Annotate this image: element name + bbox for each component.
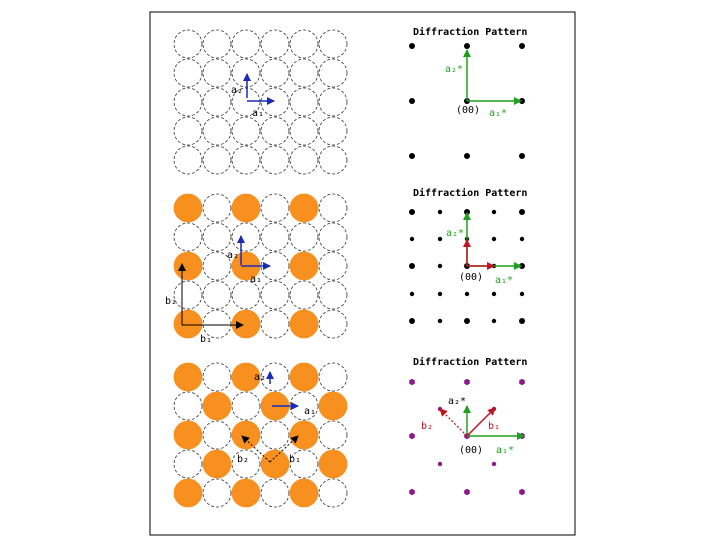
adsorbate-atom [232,310,260,338]
label-a2-star: a₂* [445,64,464,75]
half-order-spot [410,237,414,241]
diffraction-spot [464,43,470,49]
adsorbate-atom [290,194,318,222]
substrate-atom [203,281,231,309]
diffraction-spot [519,43,525,49]
diffraction-spot [409,153,415,159]
label-b1: b₁ [289,454,302,465]
label-b2: b₂ [165,296,178,307]
substrate-atom [203,146,231,174]
reciprocal-vectors-panel-2 [446,213,521,286]
substrate-atom [261,30,289,58]
substrate-atom [232,392,260,420]
diffraction-spot [519,209,525,215]
substrate-atom [203,223,231,251]
adsorbate-atom [319,450,347,478]
adsorbate-atom [174,363,202,391]
diffraction-title-1: Diffraction Pattern [413,27,528,38]
diffraction-spot [409,379,415,385]
substrate-atom [261,281,289,309]
substrate-atom [203,59,231,87]
diffraction-spot [519,318,525,324]
substrate-atom [319,30,347,58]
half-order-spot [410,292,414,296]
substrate-atom [319,146,347,174]
adsorbate-atom [290,479,318,507]
substrate-atom [174,223,202,251]
diffraction-spot [409,318,415,324]
diffraction-spot [409,433,415,439]
half-order-spot [492,237,496,241]
half-order-spot [520,237,524,241]
substrate-atom [319,281,347,309]
adsorbate-atom [261,450,289,478]
substrate-atom [203,117,231,145]
substrate-atom [261,59,289,87]
substrate-atom [174,30,202,58]
substrate-atom [203,30,231,58]
label-a1: a₁ [304,406,317,417]
substrate-atom [319,59,347,87]
diffraction-spot [464,153,470,159]
half-order-spot [465,292,469,296]
half-order-spot [438,292,442,296]
diffraction-spot [409,98,415,104]
overlayer-spot [492,462,496,466]
label-a2: a₂ [227,250,240,261]
adsorbate-atom [174,194,202,222]
substrate-atom [261,310,289,338]
adsorbate-atom [203,450,231,478]
half-order-spot [438,237,442,241]
substrate-atom [290,59,318,87]
substrate-atom [203,421,231,449]
substrate-atom [319,88,347,116]
adsorbate-atom [174,479,202,507]
substrate-atom [261,194,289,222]
substrate-atom [261,223,289,251]
half-order-spot [438,210,442,214]
substrate-atom [290,281,318,309]
adsorbate-atom [290,363,318,391]
substrate-atom [261,421,289,449]
adsorbate-atom [290,310,318,338]
label-a2: a₂ [254,372,267,383]
diffraction-spot [409,263,415,269]
diffraction-spot [464,318,470,324]
adsorbate-atom [203,392,231,420]
substrate-atom [232,59,260,87]
diffraction-spot [409,43,415,49]
diffraction-spot [519,379,525,385]
label-a1: a₁ [252,108,265,119]
reciprocal-vectors-panel-3 [421,396,524,456]
label-origin: (00) [459,272,484,283]
substrate-atom [174,88,202,116]
adsorbate-atom [290,421,318,449]
substrate-atom [203,88,231,116]
substrate-atom [232,117,260,145]
substrate-atom [174,117,202,145]
substrate-atom [174,146,202,174]
substrate-atom [319,252,347,280]
substrate-atom [319,117,347,145]
label-a1-star: a₁* [489,108,508,119]
label-a2-star: a₂* [446,228,465,239]
diffraction-spot [519,153,525,159]
substrate-atom [174,392,202,420]
substrate-atom [261,479,289,507]
substrate-atom [290,117,318,145]
label-a2: a₂ [231,85,244,96]
label-a1-star: a₁* [496,445,515,456]
label-origin: (00) [456,105,481,116]
half-order-spot [492,292,496,296]
label-b2: b₂ [237,454,250,465]
substrate-atom [319,479,347,507]
substrate-atom [261,117,289,145]
label-a2-star: a₂* [448,396,467,407]
substrate-atom [319,194,347,222]
substrate-atom [203,194,231,222]
adsorbate-atom [319,392,347,420]
diffraction-spot [409,489,415,495]
substrate-atom [290,88,318,116]
half-order-spot [520,292,524,296]
substrate-atom [290,223,318,251]
diffraction-spot [409,209,415,215]
adsorbate-atom [232,479,260,507]
substrate-atom [203,363,231,391]
adsorbate-atom [174,310,202,338]
adsorbate-atom [290,252,318,280]
substrate-atom [232,30,260,58]
vector-b2-star [440,409,467,436]
substrate-atom [290,146,318,174]
diffraction-title-2: Diffraction Pattern [413,188,528,199]
substrate-atom [174,450,202,478]
lattice-panel-3 [174,363,347,507]
substrate-atom [232,223,260,251]
label-a1: a₁ [250,274,263,285]
half-order-spot [438,264,442,268]
lattice-panel-1 [174,30,347,174]
half-order-spot [492,210,496,214]
diffraction-spot [519,489,525,495]
substrate-atom [261,88,289,116]
adsorbate-atom [232,194,260,222]
half-order-spot [492,319,496,323]
label-b1-star: b₁ [488,421,501,432]
label-b1: b₁ [200,334,213,345]
diffraction-spot [464,379,470,385]
substrate-atom [232,281,260,309]
substrate-atom [261,146,289,174]
reciprocal-vectors-panel-1 [445,50,521,119]
diffraction-spot [464,489,470,495]
substrate-atom [319,363,347,391]
substrate-atom [290,30,318,58]
adsorbate-atom [232,421,260,449]
substrate-atom [319,421,347,449]
substrate-atom [174,281,202,309]
adsorbate-atom [174,252,202,280]
adsorbate-atom [174,421,202,449]
label-origin: (00) [459,445,484,456]
overlayer-spot [438,462,442,466]
diffraction-spots-panel-3 [409,379,525,495]
substrate-atom [319,223,347,251]
label-a1-star: a₁* [495,275,514,286]
substrate-atom [203,479,231,507]
half-order-spot [438,319,442,323]
diffraction-title-3: Diffraction Pattern [413,357,528,368]
substrate-atom [232,146,260,174]
substrate-atom [319,310,347,338]
substrate-atom [174,59,202,87]
label-b2-star: b₂ [421,421,434,432]
